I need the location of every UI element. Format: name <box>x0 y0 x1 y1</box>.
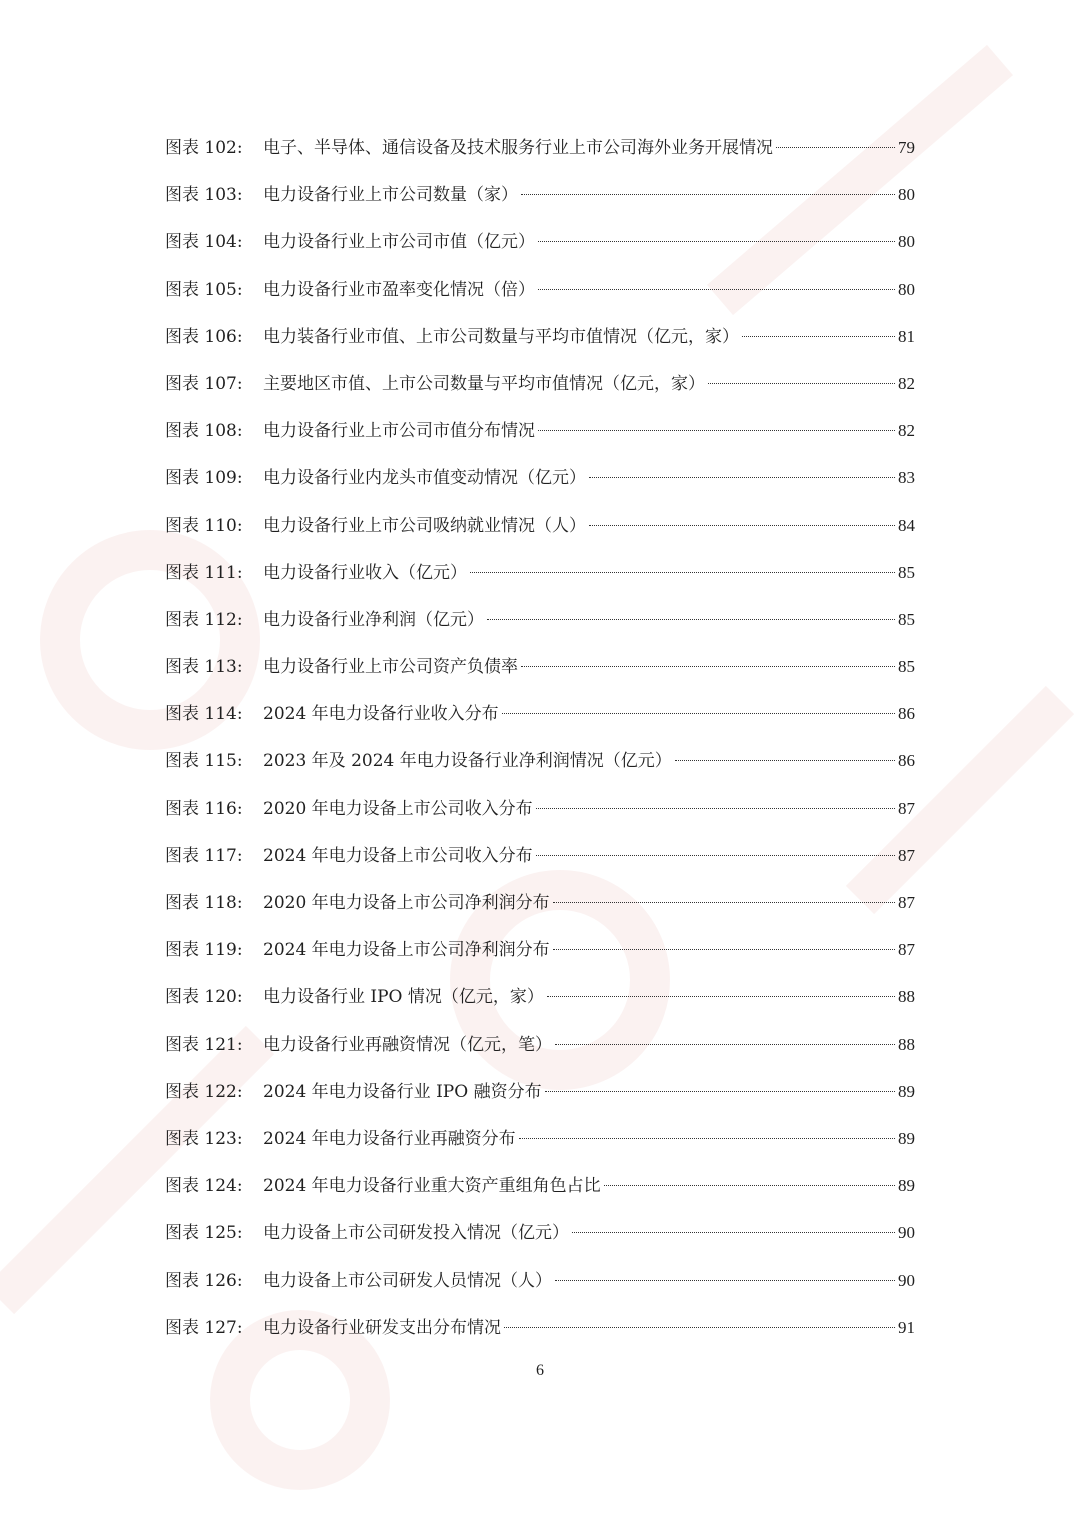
toc-entry[interactable] <box>165 553 915 600</box>
dot-leader <box>470 572 895 573</box>
toc-entry-page: 84 <box>898 515 915 535</box>
toc-entry-label: 图表 121: <box>165 1034 243 1055</box>
dot-leader <box>742 336 895 337</box>
toc-entry[interactable] <box>165 694 915 741</box>
toc-entry-label: 图表 109: <box>165 468 243 489</box>
dot-leader <box>553 902 895 903</box>
toc-entry-title: 电力设备行业上市公司市值分布情况 <box>263 421 535 442</box>
toc-entry-title: 电力设备行业研发支出分布情况 <box>263 1317 501 1338</box>
toc-entry-title: 电子、半导体、通信设备及技术服务行业上市公司海外业务开展情况 <box>263 138 773 158</box>
toc-entry-page: 85 <box>898 562 915 582</box>
toc-entry[interactable] <box>165 270 915 317</box>
toc-entry-page: 88 <box>898 987 915 1007</box>
toc-entry-title: 主要地区市值、上市公司数量与平均市值情况（亿元，家） <box>263 373 705 394</box>
toc-entry-label: 图表 124: <box>165 1176 243 1197</box>
dot-leader <box>675 760 895 761</box>
toc-entry-title: 2024 年电力设备行业收入分布 <box>263 704 499 725</box>
toc-entry-label: 图表 115: <box>165 751 243 772</box>
dot-leader <box>487 619 895 620</box>
dot-leader <box>538 289 895 290</box>
page-number: 6 <box>536 1362 544 1379</box>
toc-entry-page: 85 <box>898 657 915 677</box>
toc-entry-page: 80 <box>898 279 915 299</box>
toc-entry-label: 图表 119: <box>165 940 243 961</box>
toc-entry-page: 82 <box>898 421 915 441</box>
toc-entry-label: 图表 113: <box>165 657 243 678</box>
dot-leader <box>553 949 895 950</box>
toc-entry[interactable] <box>165 364 915 411</box>
toc-entry-label: 图表 112: <box>165 609 243 630</box>
toc-entry-page: 79 <box>898 138 915 157</box>
toc-entry-page: 87 <box>898 940 915 960</box>
dot-leader <box>536 808 895 809</box>
toc-entry-label: 图表 102: <box>165 138 243 158</box>
dot-leader <box>536 855 895 856</box>
toc-entry[interactable] <box>165 1025 915 1072</box>
toc-entry-label: 图表 106: <box>165 326 243 347</box>
toc-entry-page: 89 <box>898 1176 915 1196</box>
toc-entry[interactable] <box>165 458 915 505</box>
toc-entry-page: 86 <box>898 751 915 771</box>
toc-entry-title: 电力设备行业上市公司数量（家） <box>263 185 518 206</box>
toc-entry-label: 图表 118: <box>165 893 243 913</box>
dot-leader <box>521 666 895 667</box>
toc-entry-title: 2024 年电力设备上市公司净利润分布 <box>263 940 550 961</box>
toc-entry-page: 91 <box>898 1317 915 1337</box>
dot-leader <box>547 996 895 997</box>
toc-entry-title: 2024 年电力设备上市公司收入分布 <box>263 845 533 866</box>
dot-leader <box>589 477 895 478</box>
toc-entry[interactable] <box>165 506 915 553</box>
dot-leader <box>572 1232 895 1233</box>
toc-entry[interactable] <box>165 1166 915 1213</box>
dot-leader <box>589 525 895 526</box>
toc-entry-title: 2020 年电力设备上市公司净利润分布 <box>263 893 550 913</box>
toc-entry[interactable] <box>165 1213 915 1260</box>
toc-entry-page: 85 <box>898 609 915 629</box>
toc-entry-label: 图表 126: <box>165 1270 243 1291</box>
toc-entry-title: 电力设备上市公司研发投入情况（亿元） <box>263 1223 569 1244</box>
dot-leader <box>519 1138 895 1139</box>
toc-entry[interactable] <box>165 175 915 222</box>
toc-entry-label: 图表 125: <box>165 1223 243 1244</box>
toc-entry-title: 2024 年电力设备行业再融资分布 <box>263 1128 516 1149</box>
toc-entry-label: 图表 116: <box>165 798 243 819</box>
toc-entry-page: 87 <box>898 893 915 912</box>
toc-entry[interactable] <box>165 600 915 647</box>
toc-entry-page: 90 <box>898 1270 915 1290</box>
toc-entry-page: 89 <box>898 1081 915 1101</box>
toc-entry-title: 电力设备行业市盈率变化情况（倍） <box>263 279 535 300</box>
toc-entry-title: 2024 年电力设备行业 IPO 融资分布 <box>263 1081 542 1102</box>
toc-entry-title: 2020 年电力设备上市公司收入分布 <box>263 798 533 819</box>
toc-entry[interactable] <box>165 317 915 364</box>
toc-entry-page: 81 <box>898 326 915 346</box>
toc-entry-page: 87 <box>898 845 915 865</box>
toc-entry-page: 89 <box>898 1128 915 1148</box>
toc-entry[interactable] <box>165 1308 915 1355</box>
toc-entry[interactable] <box>165 789 915 836</box>
toc-entry-title: 2023 年及 2024 年电力设备行业净利润情况（亿元） <box>263 751 672 772</box>
toc-entry-label: 图表 103: <box>165 185 243 206</box>
toc-entry-title: 电力设备行业上市公司资产负债率 <box>263 657 518 678</box>
toc-entry[interactable] <box>165 222 915 269</box>
toc-entry-title: 电力设备行业收入（亿元） <box>263 562 467 583</box>
toc-entry-label: 图表 111: <box>165 562 243 583</box>
toc-entry-label: 图表 104: <box>165 232 243 253</box>
toc-entry-label: 图表 107: <box>165 373 243 394</box>
toc-entry-label: 图表 108: <box>165 421 243 442</box>
toc-entry-title: 电力设备行业 IPO 情况（亿元，家） <box>263 987 544 1008</box>
dot-leader <box>545 1091 895 1092</box>
toc-entry[interactable] <box>165 411 915 458</box>
toc-entry-label: 图表 122: <box>165 1081 243 1102</box>
toc-entry-page: 88 <box>898 1034 915 1054</box>
toc-entry[interactable] <box>165 1072 915 1119</box>
toc-entry-page: 82 <box>898 373 915 393</box>
toc-entry-title: 电力装备行业市值、上市公司数量与平均市值情况（亿元，家） <box>263 326 739 347</box>
toc-entry-label: 图表 123: <box>165 1128 243 1149</box>
toc-entry-label: 图表 117: <box>165 845 243 866</box>
toc-entry-page: 80 <box>898 185 915 205</box>
toc-entry[interactable] <box>165 741 915 788</box>
toc-entry-page: 83 <box>898 468 915 488</box>
toc-entry[interactable] <box>165 128 915 175</box>
toc-entry-label: 图表 105: <box>165 279 243 300</box>
dot-leader <box>504 1327 895 1328</box>
toc-entry[interactable] <box>165 836 915 883</box>
toc-entry-label: 图表 127: <box>165 1317 243 1338</box>
dot-leader <box>521 194 895 195</box>
dot-leader <box>538 430 895 431</box>
toc-entry[interactable] <box>165 647 915 694</box>
toc-entry-title: 电力设备行业净利润（亿元） <box>263 609 484 630</box>
toc-entry-title: 电力设备行业上市公司吸纳就业情况（人） <box>263 515 586 536</box>
dot-leader <box>502 713 895 714</box>
figure-list <box>165 128 915 1355</box>
toc-entry[interactable] <box>165 883 915 930</box>
dot-leader <box>555 1044 895 1045</box>
toc-entry-label: 图表 120: <box>165 987 243 1008</box>
toc-entry-page: 86 <box>898 704 915 724</box>
dot-leader <box>708 383 895 384</box>
dot-leader <box>555 1280 895 1281</box>
toc-entry-label: 图表 114: <box>165 704 243 725</box>
toc-entry[interactable] <box>165 1119 915 1166</box>
toc-entry-title: 电力设备行业上市公司市值（亿元） <box>263 232 535 253</box>
toc-entry-page: 90 <box>898 1223 915 1243</box>
toc-entry-page: 80 <box>898 232 915 252</box>
toc-entry[interactable] <box>165 930 915 977</box>
toc-entry[interactable] <box>165 1261 915 1308</box>
toc-entry-title: 电力设备上市公司研发人员情况（人） <box>263 1270 552 1291</box>
toc-entry-label: 图表 110: <box>165 515 243 536</box>
toc-entry-page: 87 <box>898 798 915 818</box>
dot-leader <box>604 1185 895 1186</box>
toc-entry-title: 电力设备行业内龙头市值变动情况（亿元） <box>263 468 586 489</box>
toc-entry-title: 2024 年电力设备行业重大资产重组角色占比 <box>263 1176 601 1197</box>
dot-leader <box>538 241 895 242</box>
dot-leader <box>776 147 895 148</box>
toc-entry-title: 电力设备行业再融资情况（亿元，笔） <box>263 1034 552 1055</box>
toc-entry[interactable] <box>165 977 915 1024</box>
